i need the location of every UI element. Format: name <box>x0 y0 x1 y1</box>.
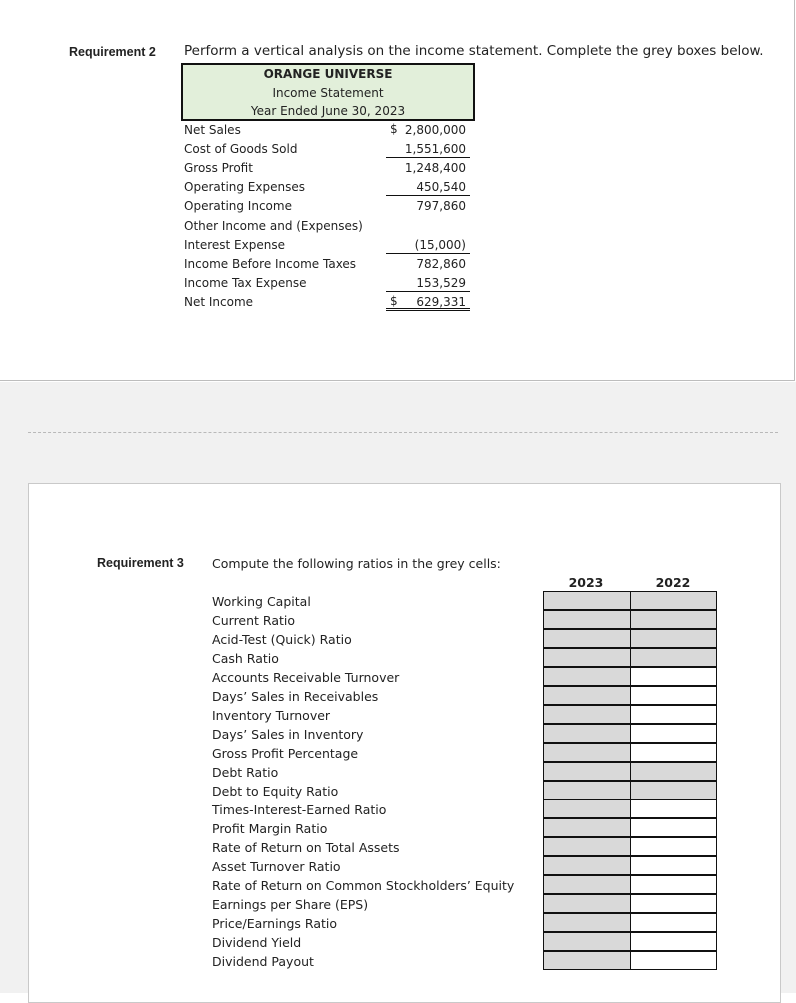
income-statement-value: 797,860 <box>416 199 466 214</box>
income-statement-value: 629,331 <box>386 294 470 311</box>
income-statement-label: Operating Expenses <box>184 180 305 195</box>
ratio-cell-2022[interactable] <box>630 856 717 875</box>
statement-title: Income Statement <box>272 85 384 100</box>
income-statement-value: 450,540 <box>386 179 470 196</box>
ratio-cell-2022[interactable] <box>630 705 717 724</box>
page-divider <box>28 432 778 433</box>
ratio-label: Acid-Test (Quick) Ratio <box>212 631 352 647</box>
ratio-cell-2022[interactable] <box>630 818 717 837</box>
ratio-label: Working Capital <box>212 594 311 609</box>
ratio-label: Earnings per Share (EPS) <box>212 897 369 913</box>
ratio-cell-2022[interactable] <box>630 781 717 800</box>
income-statement-value: 1,248,400 <box>404 161 466 176</box>
ratio-cell-2023[interactable] <box>543 705 631 724</box>
income-statement-label: Interest Expense <box>184 237 285 252</box>
income-statement-value: 2,800,000 <box>404 123 466 137</box>
income-statement-value: 1,551,600 <box>386 141 470 158</box>
ratio-cell-2023[interactable] <box>543 724 631 743</box>
ratio-cell-2023[interactable] <box>543 762 631 781</box>
income-statement-value: (15,000) <box>386 237 470 254</box>
ratio-cell-2023[interactable] <box>543 951 631 970</box>
ratio-cell-2023[interactable] <box>543 591 631 610</box>
ratio-cell-2022[interactable] <box>630 837 717 856</box>
ratio-label: Current Ratio <box>212 612 296 628</box>
income-statement-value <box>386 218 470 235</box>
dollar-sign: $ <box>390 293 398 308</box>
ratio-label: Cash Ratio <box>212 650 279 666</box>
ratio-cell-2022[interactable] <box>630 629 717 648</box>
ratio-label: Inventory Turnover <box>212 707 331 723</box>
income-statement-label: Income Tax Expense <box>184 275 307 290</box>
ratio-cell-2022[interactable] <box>630 951 717 970</box>
ratio-cell-2023[interactable] <box>543 856 631 875</box>
ratio-cell-2022[interactable] <box>630 913 717 932</box>
requirement-2-instruction: Perform a vertical analysis on the income statement. Complete the grey boxes below. <box>184 43 764 59</box>
income-statement-label: Income Before Income Taxes <box>184 256 357 271</box>
year-2022-header: 2022 <box>655 575 691 590</box>
ratio-cell-2023[interactable] <box>543 629 631 648</box>
income-statement-label: Net Income <box>184 294 254 309</box>
ratio-label: Debt to Equity Ratio <box>212 783 339 799</box>
ratio-cell-2023[interactable] <box>543 686 631 705</box>
ratio-cell-2023[interactable] <box>543 799 631 818</box>
ratio-cell-2023[interactable] <box>543 743 631 762</box>
company-name: ORANGE UNIVERSE <box>263 67 393 81</box>
dollar-sign: $ <box>390 122 398 136</box>
ratio-cell-2023[interactable] <box>543 610 631 629</box>
ratio-label: Gross Profit Percentage <box>212 745 359 761</box>
ratio-cell-2023[interactable] <box>543 667 631 686</box>
income-statement-label: Net Sales <box>184 123 241 137</box>
income-statement-label: Gross Profit <box>184 161 253 176</box>
ratio-cell-2022[interactable] <box>630 667 717 686</box>
ratio-cell-2022[interactable] <box>630 686 717 705</box>
income-statement-header <box>181 63 475 121</box>
ratio-cell-2022[interactable] <box>630 932 717 951</box>
ratio-cell-2022[interactable] <box>630 875 717 894</box>
statement-period: Year Ended June 30, 2023 <box>250 104 406 118</box>
income-statement-value: 782,860 <box>416 256 466 271</box>
ratio-cell-2023[interactable] <box>543 818 631 837</box>
ratio-cell-2023[interactable] <box>543 648 631 667</box>
ratio-cell-2023[interactable] <box>543 875 631 894</box>
ratio-label: Rate of Return on Common Stockholders’ Equity <box>212 878 515 894</box>
ratio-cell-2023[interactable] <box>543 913 631 932</box>
ratio-cell-2022[interactable] <box>630 591 717 610</box>
requirement-3-label: Requirement 3 <box>97 556 184 570</box>
ratio-label: Days’ Sales in Inventory <box>212 726 364 742</box>
ratio-cell-2022[interactable] <box>630 724 717 743</box>
ratio-label: Price/Earnings Ratio <box>212 916 338 932</box>
requirement-3-instruction: Compute the following ratios in the grey cells: <box>212 556 501 571</box>
ratio-cell-2022[interactable] <box>630 762 717 781</box>
ratio-cell-2022[interactable] <box>630 743 717 762</box>
ratio-label: Rate of Return on Total Assets <box>212 840 400 856</box>
ratio-label: Accounts Receivable Turnover <box>212 669 400 685</box>
income-statement-label: Other Income and (Expenses) <box>184 218 363 233</box>
ratio-label: Dividend Payout <box>212 954 314 970</box>
requirement-2-label: Requirement 2 <box>69 45 156 59</box>
ratio-cell-2022[interactable] <box>630 648 717 667</box>
ratio-cell-2023[interactable] <box>543 781 631 800</box>
ratio-label: Asset Turnover Ratio <box>212 859 341 875</box>
ratio-label: Times-Interest-Earned Ratio <box>212 802 387 818</box>
income-statement-label: Cost of Goods Sold <box>184 142 298 157</box>
ratio-cell-2022[interactable] <box>630 799 717 818</box>
ratio-cell-2022[interactable] <box>630 894 717 913</box>
ratio-label: Days’ Sales in Receivables <box>212 688 379 704</box>
income-statement-value: 153,529 <box>386 275 470 292</box>
ratio-cell-2023[interactable] <box>543 894 631 913</box>
ratio-cell-2023[interactable] <box>543 932 631 951</box>
ratio-label: Debt Ratio <box>212 764 279 780</box>
ratio-label: Dividend Yield <box>212 935 302 951</box>
ratio-label: Profit Margin Ratio <box>212 821 328 837</box>
income-statement-label: Operating Income <box>184 199 292 214</box>
ratio-cell-2022[interactable] <box>630 610 717 629</box>
requirement-2-panel <box>0 0 795 381</box>
ratio-cell-2023[interactable] <box>543 837 631 856</box>
year-2023-header: 2023 <box>568 575 604 590</box>
